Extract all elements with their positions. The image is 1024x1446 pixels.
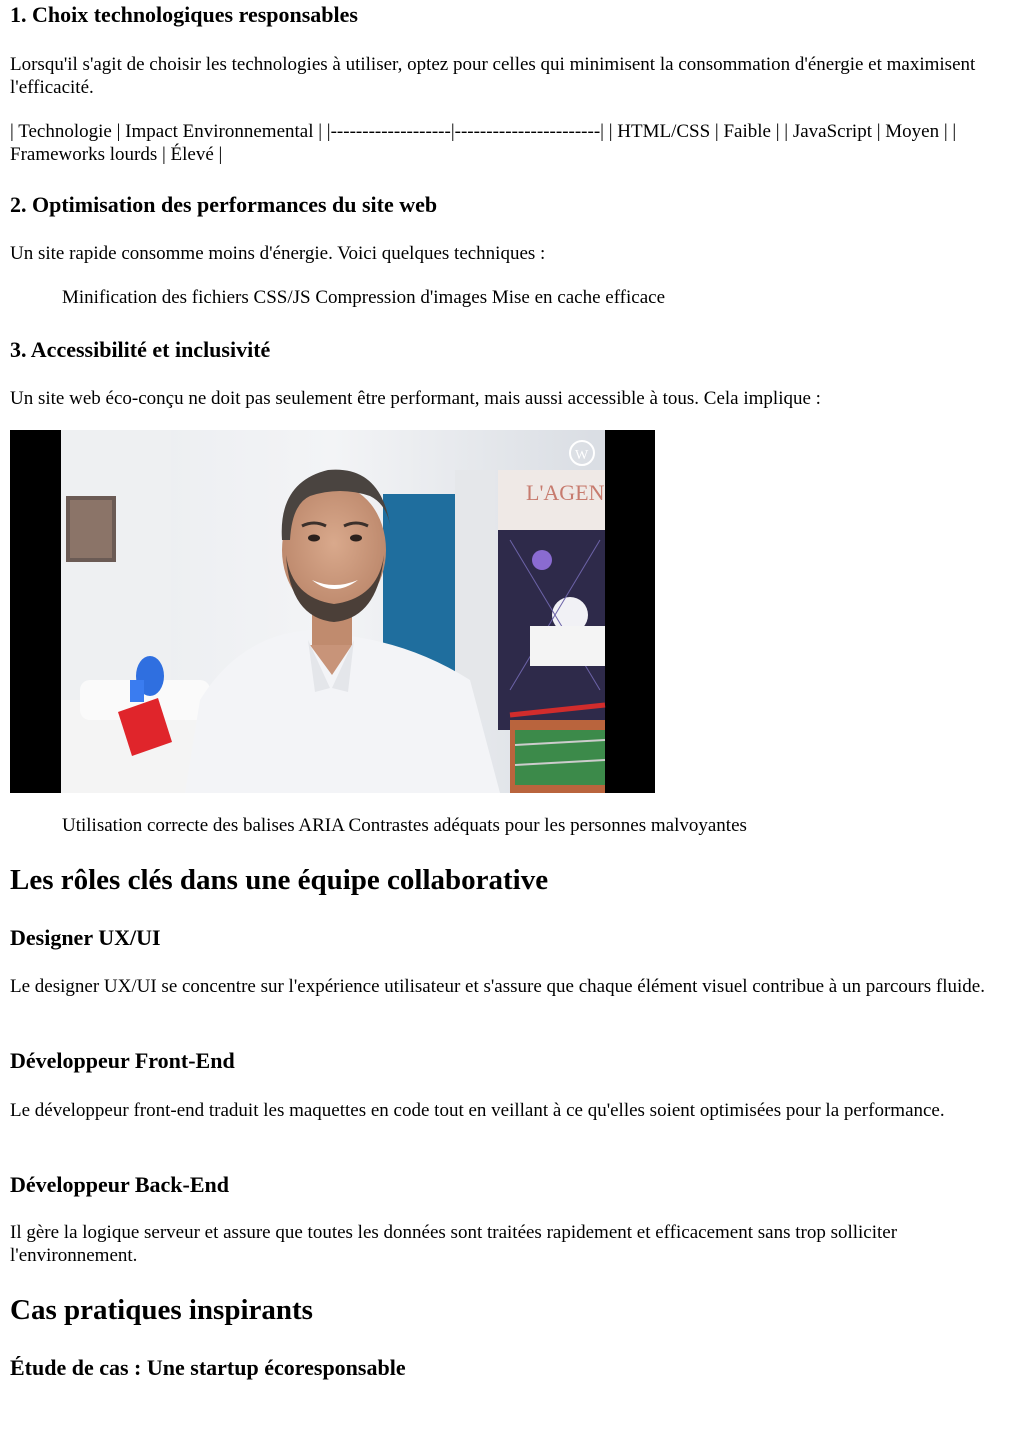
- designer-heading: Designer UX/UI: [10, 925, 161, 950]
- poster-text: L'AGEN: [526, 480, 605, 505]
- back-end-heading: Développeur Back-End: [10, 1172, 230, 1197]
- portrait-photo: [10, 430, 655, 793]
- front-end-text: Le développeur front-end traduit les maquettes en code tout en veillant à ce qu'elles soient optimisées pour la performance.: [10, 1100, 945, 1121]
- section-3-list: Utilisation correcte des balises ARIA Contrastes adéquats pour les personnes malvoyantes: [62, 815, 747, 836]
- section-2-heading: 2. Optimisation des performances du site web: [10, 192, 438, 217]
- section-3-text: Un site web éco-conçu ne doit pas seulement être performant, mais aussi accessible à tous. Cela implique :: [10, 388, 821, 409]
- section-3-heading: 3. Accessibilité et inclusivité: [10, 337, 271, 362]
- portrait-illustration: [10, 430, 655, 793]
- front-end-heading: Développeur Front-End: [10, 1048, 235, 1073]
- section-2-text: Un site rapide consomme moins d'énergie. Voici quelques techniques :: [10, 243, 546, 264]
- roles-heading: Les rôles clés dans une équipe collaborative: [10, 864, 549, 896]
- section-2-list: Minification des fichiers CSS/JS Compression d'images Mise en cache efficace: [62, 287, 666, 308]
- section-1-table-raw: | Technologie | Impact Environnemental | |-------------------|-----------------------| | HTML/CSS | Faible | | JavaScript | Moyen | | Frameworks lourds | Élevé |: [10, 121, 957, 165]
- designer-text: Le designer UX/UI se concentre sur l'expérience utilisateur et s'assure que chaque élément visuel contribue à un parcours fluide.: [10, 976, 985, 997]
- section-1-text: Lorsqu'il s'agit de choisir les technologies à utiliser, optez pour celles qui minimisent la consommation d'énergie et maximisent l'efficacité.: [10, 54, 976, 98]
- back-end-text: Il gère la logique serveur et assure que toutes les données sont traitées rapidement et efficacement sans trop solliciter l'environnement.: [10, 1222, 898, 1266]
- case-study-heading: Étude de cas : Une startup écoresponsable: [10, 1355, 406, 1380]
- section-1-heading: 1. Choix technologiques responsables: [10, 2, 358, 27]
- cases-heading: Cas pratiques inspirants: [10, 1294, 313, 1326]
- watermark-letter: W: [575, 448, 589, 463]
